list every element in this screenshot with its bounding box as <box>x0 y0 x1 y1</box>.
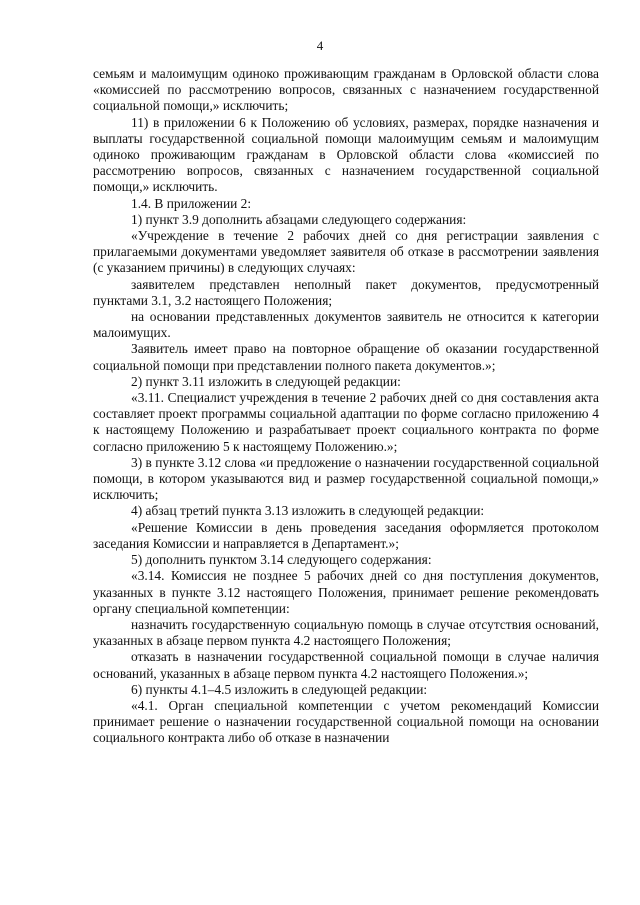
paragraph: «3.11. Специалист учреждения в течение 2 рабочих дней со дня составления акта составляет проект программы социальной адаптации по форме согласно приложению 4 к настоящему Положению и разрабатывает проект социального контракта по форме согласно приложению 5 к настоящему Положению.»; <box>93 390 599 454</box>
paragraph: «4.1. Орган специальной компетенции с учетом рекомендаций Комиссии принимает решение о назначении государственной социальной помощи на основании социального контракта либо об отказе в назначении <box>93 697 599 746</box>
paragraph: отказать в назначении государственной социальной помощи в случае наличия оснований, указанных в абзаце первом пункта 4.2 настоящего Положения.»; <box>93 649 599 681</box>
paragraph: на основании представленных документов заявитель не относится к категории малоимущих. <box>93 309 599 341</box>
paragraph: 1) пункт 3.9 дополнить абзацами следующего содержания: <box>131 211 467 227</box>
paragraph: «Учреждение в течение 2 рабочих дней со дня регистрации заявления с прилагаемыми документами уведомляет заявителя об отказе в рассмотрении заявления (с указанием причины) в следующих случаях: <box>93 228 599 276</box>
page-number: 4 <box>316 38 324 53</box>
paragraph: 1.4. В приложении 2: <box>131 195 252 211</box>
paragraph: 2) пункт 3.11 изложить в следующей редакции: <box>131 373 401 389</box>
paragraph: «Решение Комиссии в день проведения заседания оформляется протоколом заседания Комиссии и направляется в Департамент.»; <box>93 519 599 551</box>
paragraph: Заявитель имеет право на повторное обращение об оказании государственной социальной помощи при представлении полного пакета документов.»; <box>93 341 599 373</box>
paragraph: 3) в пункте 3.12 слова «и предложение о назначении государственной социальной помощи, в котором указываются вид и размер государственной социальной помощи,» исключить; <box>93 454 599 503</box>
paragraph: назначить государственную социальную помощь в случае отсутствия оснований, указанных в абзаце первом пункта 4.2 настоящего Положения; <box>93 616 599 649</box>
paragraph: заявителем представлен неполный пакет документов, предусмотренный пунктами 3.1, 3.2 настоящего Положения; <box>93 276 599 308</box>
paragraph: 11) в приложении 6 к Положению об условиях, размерах, порядке назначения и выплаты государственной социальной помощи малоимущим семьям и малоимущим одиноко проживающим гражданам в Орловской области слова «комиссией по рассмотрению вопросов, связанных с назначением государственной социальной помощи,» исключить. <box>93 114 599 195</box>
document-body <box>93 66 599 747</box>
paragraph: семьям и малоимущим одиноко проживающим гражданам в Орловской области слова «комиссией по рассмотрению вопросов, связанных с назначением государственной социальной помощи,» исключить; <box>93 66 599 114</box>
paragraph: 6) пункты 4.1–4.5 изложить в следующей редакции: <box>131 681 428 697</box>
paragraph: 5) дополнить пунктом 3.14 следующего содержания: <box>131 552 432 568</box>
paragraph: «3.14. Комиссия не позднее 5 рабочих дней со дня поступления документов, указанных в пункте 3.12 настоящего Положения, принимает решение рекомендовать органу специальной компетенции: <box>93 568 599 616</box>
paragraph: 4) абзац третий пункта 3.13 изложить в следующей редакции: <box>131 503 485 519</box>
